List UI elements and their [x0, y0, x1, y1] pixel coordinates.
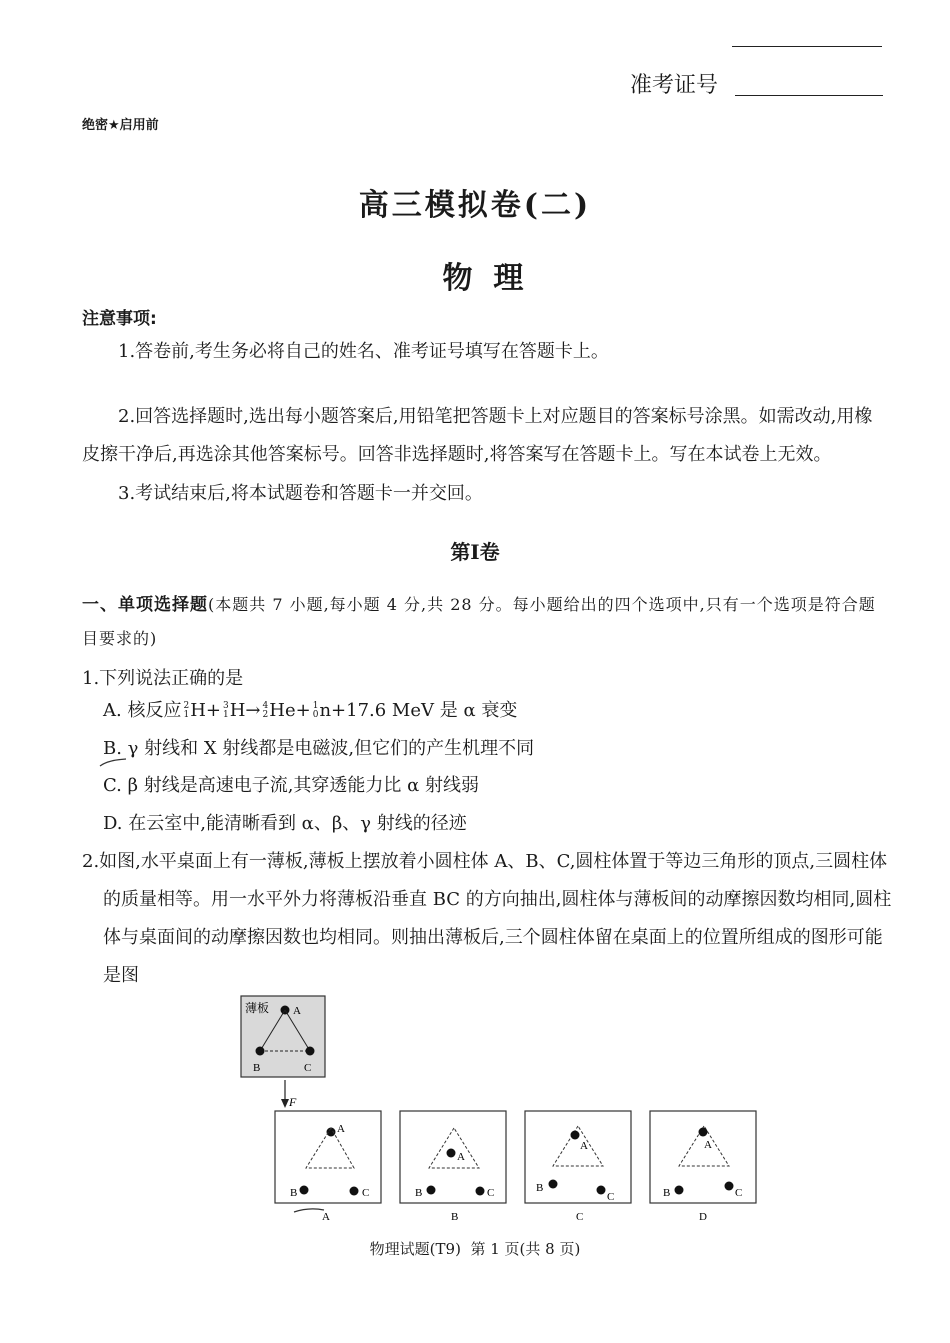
option-b-label: B	[451, 1211, 459, 1222]
svg-text:B: B	[536, 1182, 544, 1194]
section-1-header	[82, 588, 890, 656]
exam-title: 高三模拟卷(二)	[358, 188, 592, 223]
option-c-label: C	[576, 1211, 584, 1222]
q1-option-b: B. γ 射线和 X 射线都是电磁波,但它们的产生机理不同	[103, 738, 535, 759]
svg-text:A: A	[457, 1151, 465, 1163]
section-1-title: 一、单项选择题	[82, 595, 208, 615]
cylinder-b	[256, 1047, 265, 1056]
q1-option-c: C. β 射线是高速电子流,其穿透能力比 α 射线弱	[103, 775, 480, 796]
nuclide-he4-symbol: He	[269, 700, 296, 721]
svg-text:A: A	[337, 1123, 345, 1135]
page-footer: 物理试题(T9) 第 1 页(共 8 页)	[369, 1240, 581, 1258]
svg-text:B: B	[290, 1187, 298, 1199]
cylinder-c	[306, 1047, 315, 1056]
svg-text:C: C	[362, 1187, 370, 1199]
nuclide-he4-numbers: 4 2	[262, 701, 269, 720]
subject-title: 物 理	[442, 261, 524, 296]
notice-item-2: 2.回答选择题时,选出每小题答案后,用铅笔把答题卡上对应题目的答案标号涂黑。如需改动,用橡皮擦干净后,再选涂其他答案标号。回答非选择题时,将答案写在答题卡上。写在本试卷上无效。	[82, 406, 873, 465]
label-b: B	[253, 1062, 261, 1074]
nuclide-h2-numbers: 2 1	[183, 701, 190, 720]
q1-option-a-suffix: +17.6 MeV 是 α 衰变	[331, 700, 518, 721]
notice-item-3: 3.考试结束后,将本试题卷和答题卡一并交回。	[118, 483, 483, 504]
notice-item-1: 1.答卷前,考生务必将自己的姓名、准考证号填写在答题卡上。	[118, 341, 609, 362]
secret-label: 绝密★启用前	[82, 118, 159, 133]
force-arrow	[276, 1078, 306, 1114]
q2-stem: 2.如图,水平桌面上有一薄板,薄板上摆放着小圆柱体 A、B、C,圆柱体置于等边三角形的顶点,三圆柱体的质量相等。用一水平外力将薄板沿垂直 BC 的方向抽出,圆柱体与薄板间的动摩擦因数均相同,圆柱体与桌面间的动摩擦因数也均相同。则抽出薄板后,三个圆柱体留在桌面上的位置所组成的图形可能是图	[82, 851, 892, 986]
exam-id-label: 准考证号	[630, 73, 719, 98]
q1-option-a-prefix: A. 核反应	[103, 700, 182, 721]
label-c: C	[304, 1062, 312, 1074]
svg-text:C: C	[487, 1187, 495, 1199]
option-c-diagram	[524, 1110, 634, 1222]
label-a: A	[293, 1005, 301, 1017]
nuclide-n1-numbers: 1 0	[312, 701, 319, 720]
top-blank-line	[732, 46, 882, 47]
svg-text:A: A	[580, 1140, 588, 1152]
notice-heading: 注意事项:	[82, 309, 157, 329]
board-label: 薄板	[245, 1001, 270, 1015]
option-d-diagram	[649, 1110, 759, 1222]
option-d-label: D	[699, 1211, 707, 1222]
board-diagram	[240, 995, 340, 1090]
option-b-diagram	[399, 1110, 509, 1222]
nuclide-h2-symbol: H	[190, 700, 206, 721]
force-label: F	[289, 1095, 297, 1109]
q1-option-d: D. 在云室中,能清晰看到 α、β、γ 射线的径迹	[103, 813, 467, 834]
q1-option-a: A. 核反应 2 1 H+ 3 1 H→ 4 2 He+ 1 0 n+17.6 MeV 是 α 衰变	[103, 700, 518, 721]
option-a-diagram	[274, 1110, 384, 1222]
svg-text:A: A	[704, 1139, 712, 1151]
nuclide-h3-numbers: 3 1	[222, 701, 229, 720]
q1-stem: 1.下列说法正确的是	[82, 668, 244, 689]
exam-id-blank	[735, 95, 883, 96]
option-a-label: A	[322, 1211, 330, 1222]
svg-text:B: B	[415, 1187, 423, 1199]
section-1-desc: (本题共 7 小题,每小题 4 分,共 28 分。每小题给出的四个选项中,只有一个选项是符合题目要求的)	[82, 595, 876, 648]
svg-text:B: B	[663, 1187, 671, 1199]
nuclide-n1-symbol: n	[319, 700, 332, 721]
volume-title: 第Ⅰ卷	[450, 540, 500, 564]
svg-text:C: C	[735, 1187, 743, 1199]
nuclide-h3-symbol: H	[229, 700, 246, 721]
pen-mark-b	[98, 756, 128, 770]
svg-text:C: C	[607, 1191, 615, 1203]
